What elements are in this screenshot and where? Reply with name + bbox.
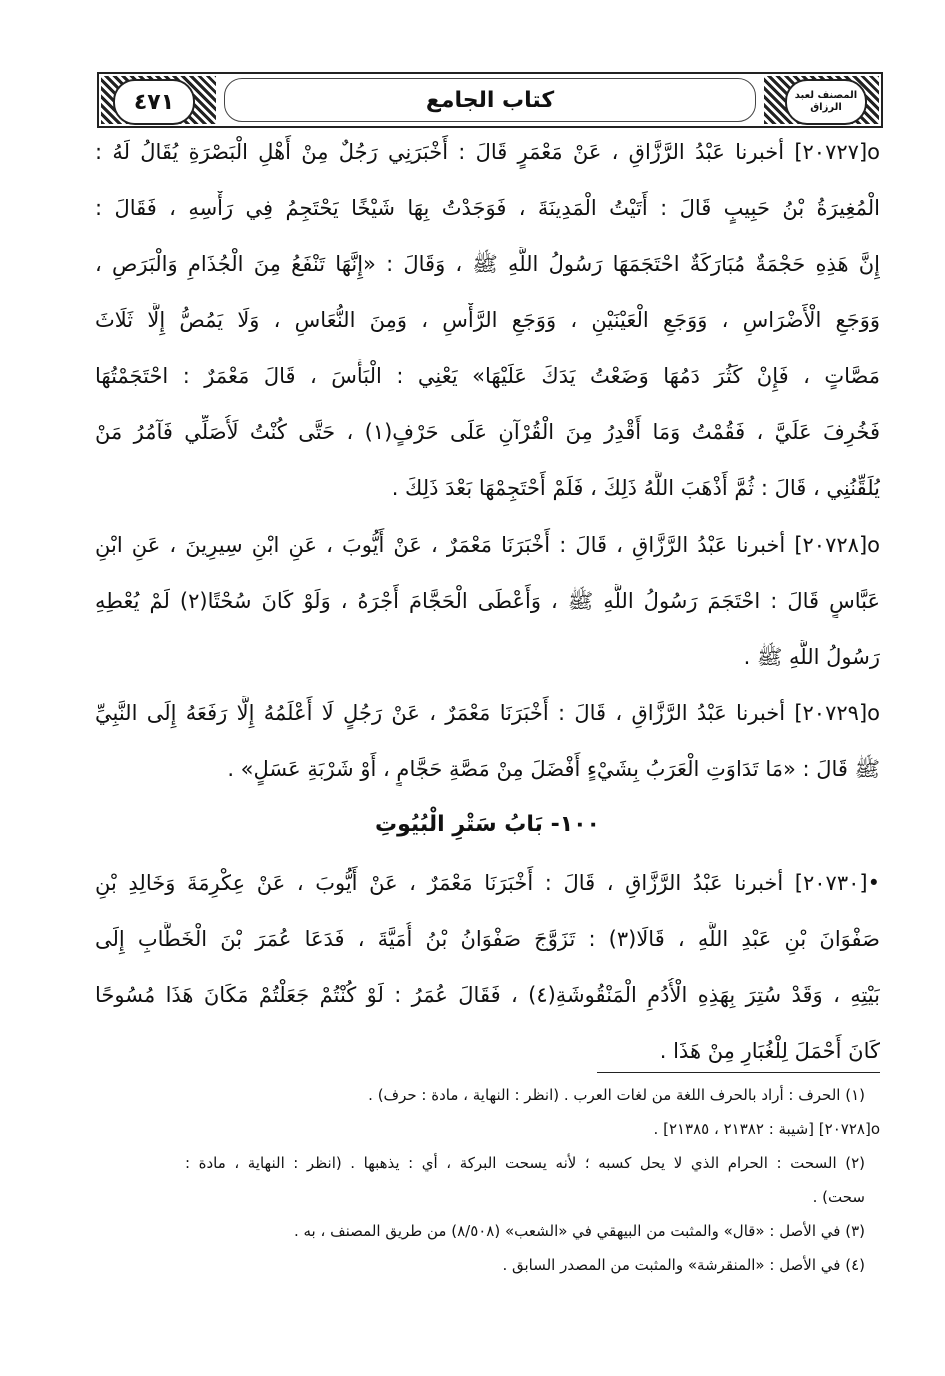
footnote-line: (٢) السحت : الحرام الذي لا يحل كسبه ؛ لأنه يسحت البركة ، أي : يذهبها . (انظر : النهاية ، مادة : — [185, 1154, 865, 1172]
footnote-separator — [597, 1072, 880, 1073]
text-line: o[٢٠٧٢٩] أخبرنا عَبْدُ الرَّزَّاقِ ، قَالَ : أَخْبَرَنَا مَعْمَرٌ ، عَنْ رَجُلٍ لَا أَعْلَمُهُ إِلَّا رَفَعَهُ إِلَى النَّبِيِّ — [95, 701, 880, 725]
footnote-line: o[٢٠٧٢٨] [شيبة : ٢١٣٨٢ ، ٢١٣٨٥] . — [653, 1120, 880, 1138]
footnote-line: سحت) . — [812, 1188, 865, 1206]
text-line: ﷺ قَالَ : «مَا تَدَاوَتِ الْعَرَبُ بِشَيْءٍ أَفْضَلَ مِنْ مَصَّةِ حَجَّامٍ ، أَوْ شَرْبَةِ عَسَلٍ» . — [227, 757, 880, 781]
text-line: مَصَّاتٍ ، فَإِنْ كَثُرَ دَمُهَا وَضَعْتُ يَدَكَ عَلَيْهَا» يَعْنِي : الْبَأْسَ ، قَالَ مَعْمَرٌ : احْتَجَمْتُهَا — [95, 364, 880, 388]
chapter-heading: ١٠٠- بَابُ سَتْرِ الْبُيُوتِ — [375, 812, 600, 837]
page-number — [113, 79, 195, 125]
text-line: كَانَ أَحْمَلَ لِلْغُبَارِ مِنْ هَذَا . — [659, 1039, 880, 1063]
page-number-text: ٤٧١ — [133, 89, 175, 115]
footnote-line: (٤) في الأصل : «المنقرشة» والمثبت من المصدر السابق . — [502, 1256, 865, 1274]
text-line: o[٢٠٧٢٨] أخبرنا عَبْدُ الرَّزَّاقِ ، قَالَ : أَخْبَرَنَا مَعْمَرٌ ، عَنْ أَيُّوبَ ، عَنِ ابْنِ سِيرِينَ ، عَنِ ابْنِ — [95, 533, 880, 557]
book-logo — [785, 79, 867, 125]
text-line: رَسُولُ اللَّهِ ﷺ . — [743, 645, 880, 669]
text-line: بَيْتِهِ ، وَقَدْ سُتِرَ بِهَذِهِ الْأُدُمِ الْمَنْقُوشَةِ(٤) ، فَقَالَ عُمَرُ : لَوْ كُنْتُمْ جَعَلْتُمْ مَكَانَ هَذَا مُسُوحًا — [95, 983, 880, 1007]
book-logo-text: المصنف لعبد الرزاق — [794, 90, 858, 113]
text-line: •[٢٠٧٣٠] أخبرنا عَبْدُ الرَّزَّاقِ ، قَالَ : أَخْبَرَنَا مَعْمَرٌ ، عَنْ أَيُّوبَ ، عَنْ عِكْرِمَةَ وَخَالِدِ بْنِ — [95, 871, 880, 895]
title-frame — [224, 78, 756, 122]
text-line: صَفْوَانَ بْنِ عَبْدِ اللَّهِ ، قَالَا(٣) : تَزَوَّجَ صَفْوَانُ بْنُ أُمَيَّةَ ، فَدَعَا عُمَرَ بْنَ الْخَطَّابِ إِلَى — [95, 927, 880, 951]
text-line: يُلَقِّنُنِي ، قَالَ : ثُمَّ أَذْهَبَ اللَّهُ ذَلِكَ ، فَلَمْ أَحْتَجِمْهَا بَعْدَ ذَلِكَ . — [391, 476, 880, 500]
text-line: o[٢٠٧٢٧] أخبرنا عَبْدُ الرَّزَّاقِ ، عَنْ مَعْمَرٍ قَالَ : أَخْبَرَنِي رَجُلٌ مِنْ أَهْلِ الْبَصْرَةِ يُقَالُ لَهُ : — [95, 140, 880, 164]
footnote-line: (١) الحرف : أراد بالحرف اللغة من لغات العرب . (انظر : النهاية ، مادة : حرف) . — [368, 1086, 865, 1104]
text-line: وَوَجَعِ الْأَضْرَاسِ ، وَوَجَعِ الْعَيْنَيْنِ ، وَوَجَعِ الرَّأْسِ ، وَمِنَ النُّعَاسِ ، وَلَا يَمُصُّ إِلَّا ثَلَاثَ — [95, 308, 880, 332]
book-title: كتاب الجامع — [425, 87, 555, 113]
text-line: عَبَّاسٍ قَالَ : احْتَجَمَ رَسُولُ اللَّهِ ﷺ ، وَأَعْطَى الْحَجَّامَ أَجْرَهُ ، وَلَوْ كَانَ سُحْتًا(٢) لَمْ يُعْطِهِ — [95, 589, 880, 613]
text-line: فَخُرِفَ عَلَيَّ ، فَقُمْتُ وَمَا أَقْدِرُ مِنَ الْقُرْآنِ عَلَى حَرْفٍ(١) ، حَتَّى كُنْتُ لَأُصَلِّي فَآمُرُ مَنْ — [95, 420, 880, 444]
footnote-line: (٣) في الأصل : «قال» والمثبت من البيهقي في «الشعب» (٨/٥٠٨) من طريق المصنف ، به . — [293, 1222, 865, 1240]
text-line: الْمُغِيرَةُ بْنُ حَبِيبٍ قَالَ : أَتَيْتُ الْمَدِينَةَ ، فَوَجَدْتُ بِهَا شَيْخًا يَحْتَجِمُ فِي رَأْسِهِ ، فَقَالَ : — [95, 196, 880, 220]
page-header — [97, 72, 883, 128]
text-line: إِنَّ هَذِهِ حَجْمَةٌ مُبَارَكَةٌ احْتَجَمَهَا رَسُولُ اللَّهِ ﷺ ، وَقَالَ : «إِنَّهَا تَنْفَعُ مِنَ الْجُذَامِ وَالْبَرَصِ ، — [95, 252, 880, 276]
